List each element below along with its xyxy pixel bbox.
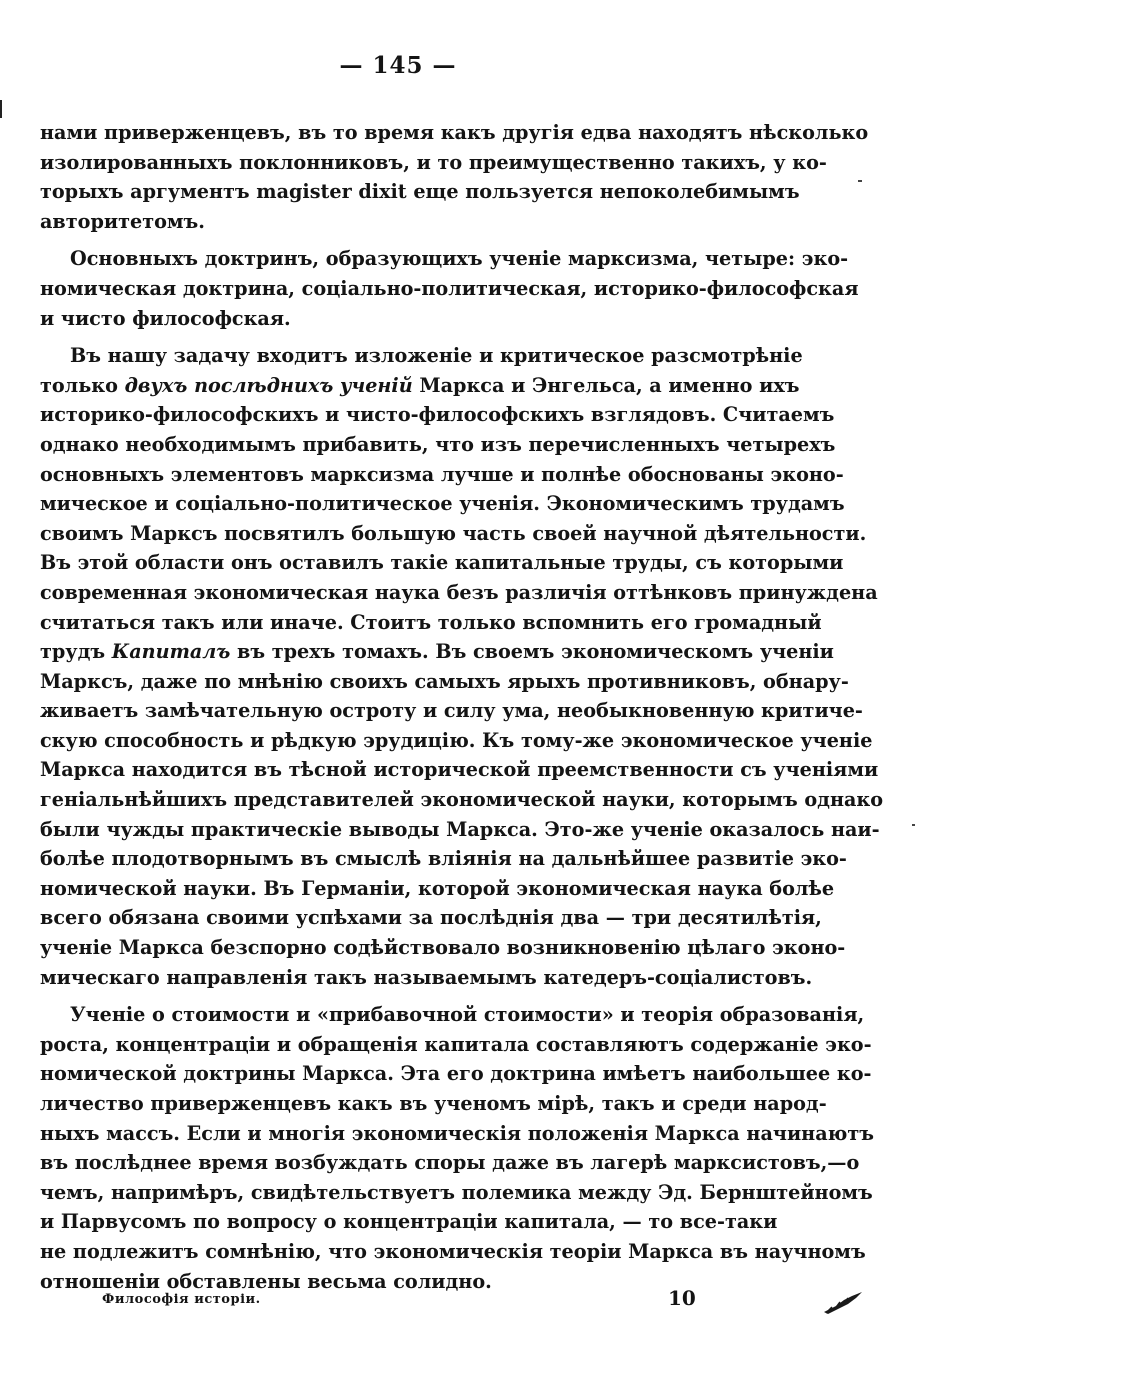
text-line (40, 637, 834, 667)
text-line: всего обязана своими успѣхами за послѣднія два — три десятилѣтія, (40, 906, 822, 930)
text-line: однако необходимымъ прибавить, что изъ перечисленныхъ четырехъ (40, 432, 836, 456)
signature-mark: Философія исторіи. (102, 1292, 261, 1307)
text-line: отношеніи обставлены весьма солидно. (40, 1269, 492, 1293)
body-text (40, 118, 884, 1296)
text-line: Основныхъ доктринъ, образующихъ ученіе марксизма, четыре: эко- (70, 247, 849, 271)
stray-ink-dot (912, 824, 915, 826)
ink-smudge-icon (822, 1290, 866, 1316)
text-line: авторитетомъ. (40, 209, 205, 233)
paragraph-4 (40, 1000, 874, 1296)
paragraph-1 (40, 118, 869, 236)
paragraph-2 (40, 244, 859, 333)
text-line: Въ этой области онъ оставилъ такіе капитальные труды, съ которыми (40, 551, 844, 575)
text-line: историко-философскихъ и чисто-философскихъ взглядовъ. Считаемъ (40, 403, 835, 427)
text-line: мическаго направленія такъ называемымъ катедеръ-соціалистовъ. (40, 965, 813, 989)
text-segment: Маркса и Энгельса, а именно ихъ (412, 373, 800, 397)
text-line: личество приверженцевъ какъ въ ученомъ мірѣ, такъ и среди народ- (40, 1092, 827, 1115)
text-segment: трудъ (40, 640, 112, 664)
text-line: основныхъ элементовъ марксизма лучше и полнѣе обоснованы эконо- (40, 462, 844, 486)
text-line: болѣе плодотворнымъ въ смыслѣ вліянія на дальнѣйшее развитіе эко- (40, 847, 847, 871)
text-line: считаться такъ или иначе. Стоитъ только вспомнить его громадный (40, 610, 822, 634)
text-line: и чисто философская. (40, 306, 291, 330)
text-segment: только (40, 373, 125, 397)
text-line: геніальнѣйшихъ представителей экономической науки, которымъ однако (40, 788, 884, 812)
italic-phrase: двухъ послѣднихъ ученій (124, 373, 413, 397)
text-line: не подлежитъ сомнѣнію, что экономическія теоріи Маркса въ научномъ (40, 1239, 866, 1263)
text-line: были чужды практическіе выводы Маркса. Это-же ученіе оказалось наи- (40, 817, 880, 841)
margin-tick-mark (0, 100, 2, 118)
text-line: ученіе Маркса безспорно содѣйствовало возникновенію цѣлаго эконо- (40, 936, 846, 960)
text-line: современная экономическая наука безъ различія оттѣнковъ принуждена (40, 580, 878, 604)
stray-ink-dot (858, 180, 862, 182)
text-line: Въ нашу задачу входитъ изложеніе и критическое разсмотрѣніе (70, 344, 803, 368)
text-line: ныхъ массъ. Если и многія экономическія положенія Маркса начинаютъ (40, 1121, 874, 1145)
text-line (40, 371, 800, 401)
text-line: роста, концентраціи и обращенія капитала составляютъ содержаніе эко- (40, 1032, 872, 1056)
text-line: въ послѣднее время возбуждать споры даже въ лагерѣ марксистовъ,—о (40, 1151, 860, 1175)
text-line: Маркса находится въ тѣсной исторической преемственности съ ученіями (40, 758, 879, 782)
text-line: номической доктрины Маркса. Эта его доктрина имѣетъ наибольшее ко- (40, 1062, 872, 1086)
text-line: мическое и соціально-политическое ученія. Экономическимъ трудамъ (40, 492, 845, 516)
sheet-number: 10 (668, 1286, 696, 1310)
text-line: чемъ, напримѣръ, свидѣтельствуетъ полемика между Эд. Бернштейномъ (40, 1180, 873, 1204)
text-line: скую способность и рѣдкую эрудицію. Къ тому-же экономическое ученіе (40, 728, 873, 752)
text-line: торыхъ аргументъ magister dixit еще пользуется непоколебимымъ (40, 180, 800, 204)
text-line: своимъ Марксъ посвятилъ большую часть своей научной дѣятельности. (40, 521, 867, 545)
text-line: и Парвусомъ по вопросу о концентраціи капитала, — то все-таки (40, 1210, 778, 1234)
text-line: номической науки. Въ Германіи, которой экономическая наука болѣе (40, 876, 835, 900)
italic-title: Капиталъ (111, 640, 231, 664)
paragraph-3 (40, 341, 884, 992)
text-line: Ученіе о стоимости и «прибавочной стоимости» и теорія образованія, (70, 1003, 865, 1027)
text-line: живаетъ замѣчательную остроту и силу ума, необыкновенную критиче- (40, 699, 863, 723)
text-line: нами приверженцевъ, въ то время какъ другія едва находятъ нѣсколько (40, 121, 869, 144)
text-segment: въ трехъ томахъ. Въ своемъ экономическомъ ученіи (230, 640, 834, 664)
text-line: номическая доктрина, соціально-политическая, историко-философская (40, 276, 859, 300)
text-line: изолированныхъ поклонниковъ, и то преимущественно такихъ, у ко- (40, 150, 827, 174)
text-line: Марксъ, даже по мнѣнію своихъ самыхъ ярыхъ противниковъ, обнару- (40, 669, 849, 693)
page-number: — 145 — (339, 52, 457, 79)
